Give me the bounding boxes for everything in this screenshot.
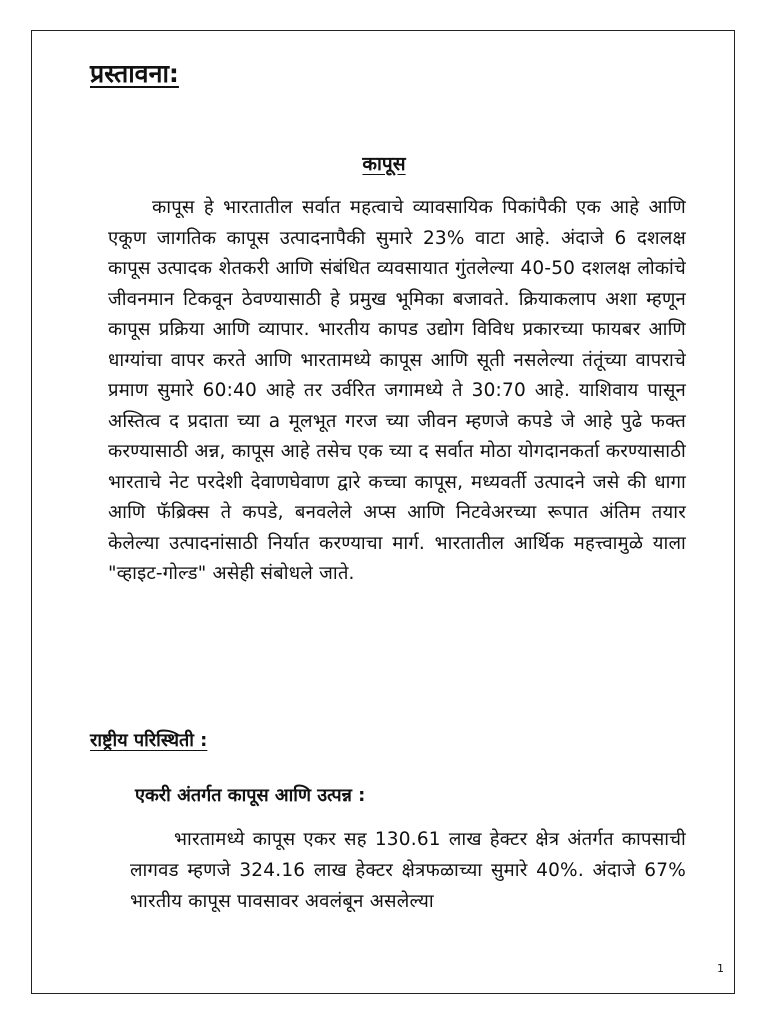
acreage-yield-subheading: एकरी अंतर्गत कापूस आणि उत्पन्न :	[135, 785, 366, 806]
intro-paragraph: कापूस हे भारतातील सर्वात महत्वाचे व्यावसायिक पिकांपैकी एक आहे आणि एकूण जागतिक कापूस उत्पादनापैकी सुमारे 23% वाटा आहे. अंदाजे 6 दशलक्ष कापूस उत्पादक शेतकरी आणि संबंधित व्यवसायात गुंतलेल्या 40-50 दशलक्ष लोकांचे जीवनमान टिकवून ठेवण्यासाठी हे प्रमुख भूमिका बजावते. क्रियाकलाप अशा म्हणून कापूस प्रक्रिया आणि व्यापार. भारतीय कापड उद्योग विविध प्रकारच्या फायबर आणि धाग्यांचा वापर करते आणि भारतामध्ये कापूस आणि सूती नसलेल्या तंतूंच्या वापराचे प्रमाण सुमारे 60:40 आहे तर उर्वरित जगामध्ये ते 30:70 आहे. याशिवाय पासून अस्तित्व द प्रदाता च्या a मूलभूत गरज च्या जीवन म्हणजे कपडे जे आहे पुढे फक्त करण्यासाठी अन्न, कापूस आहे तसेच एक च्या द सर्वात मोठा योगदानकर्ता करण्यासाठी भारताचे नेट परदेशी देवाणघेवाण द्वारे कच्चा कापूस, मध्यवर्ती उत्पादने जसे की धागा आणि फॅब्रिक्स ते कपडे, बनवलेले अप्स आणि निटवेअरच्या रूपात अंतिम तयार केलेल्या उत्पादनांसाठी निर्यात करण्याचा मार्ग. भारतातील आर्थिक महत्त्वामुळे याला "व्हाइट-गोल्ड" असेही संबोधले जाते.	[108, 197, 686, 584]
section-heading-cotton: कापूस	[362, 153, 406, 175]
national-situation-heading: राष्ट्रीय परिस्थिती :	[90, 730, 208, 751]
acreage-paragraph: भारतामध्ये कापूस एकर सह 130.61 लाख हेक्टर क्षेत्र अंतर्गत कापसाची लागवड म्हणजे 324.16 लाख हेक्टर क्षेत्रफळाच्या सुमारे 40%. अंदाजे 67% भारतीय कापूस पावसावर अवलंबून असलेल्या	[130, 829, 686, 912]
page-number: 1	[717, 962, 724, 975]
page-title: प्रस्तावना:	[90, 59, 179, 88]
